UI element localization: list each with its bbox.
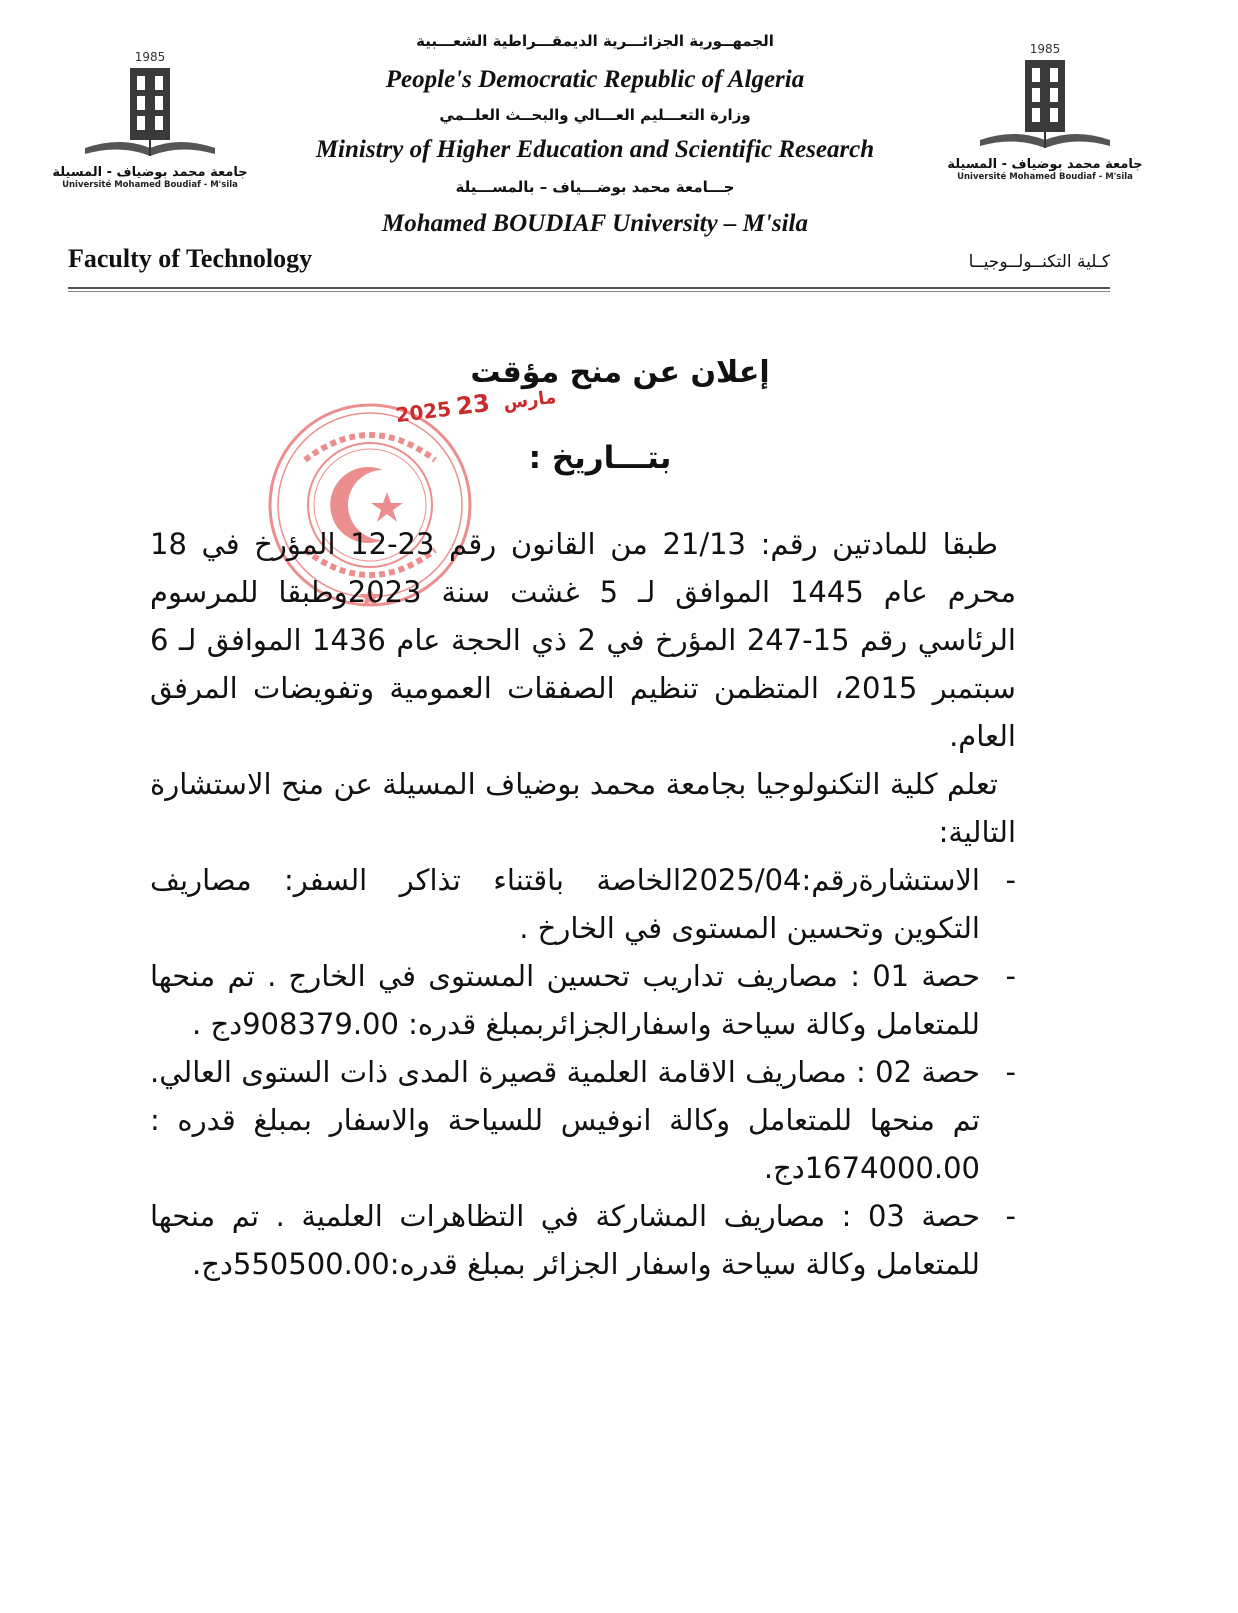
list-bullet: - bbox=[1005, 863, 1016, 897]
header-divider bbox=[68, 287, 1110, 289]
logo-year: 1985 bbox=[134, 50, 166, 64]
university-name-ar: جـــامعة محمد بوضـــياف – بالمســـيلة bbox=[455, 178, 735, 196]
university-logo-left bbox=[50, 50, 250, 190]
date-stamp-day: 23 bbox=[454, 388, 492, 421]
consultation-list bbox=[150, 856, 1016, 1288]
header-divider-thin bbox=[68, 291, 1110, 292]
logo-name-fr: Université Mohamed Boudiaf - M'sila bbox=[62, 180, 238, 190]
list-bullet: - bbox=[1005, 1199, 1016, 1233]
logo-name-ar: جامعة محمد بوضياف - المسيلة bbox=[52, 165, 248, 180]
document-body bbox=[150, 520, 1016, 1288]
list-item bbox=[150, 952, 1016, 1048]
list-item bbox=[150, 856, 1016, 952]
document-title: إعلان عن منح مؤقت bbox=[470, 355, 770, 390]
faculty-name-en: Faculty of Technology bbox=[68, 244, 313, 273]
university-building-icon bbox=[75, 66, 225, 161]
list-item bbox=[150, 1048, 1016, 1192]
list-item-text: حصة 02 : مصاريف الاقامة العلمية قصيرة المدى ذات الستوى العالي. تم منحها للمتعامل وكالة انوفيس للسياحة والاسفار بمبلغ قدره : 1674000.00دج. bbox=[150, 1055, 980, 1185]
university-building-icon bbox=[970, 58, 1120, 153]
republic-name-ar: الجمهــورية الجزائـــرية الديمقـــراطية الشعـــبية bbox=[416, 32, 774, 50]
ministry-name-ar: وزارة التعـــليم العـــالي والبحــث العلــمي bbox=[439, 106, 751, 124]
date-stamp-year: 2025 bbox=[394, 396, 453, 428]
logo-name-ar: جامعة محمد بوضياف - المسيلة bbox=[947, 157, 1143, 172]
ministry-name-en: Ministry of Higher Education and Scientific Research bbox=[315, 136, 875, 163]
republic-name-en: People's Democratic Republic of Algeria bbox=[385, 66, 805, 93]
logo-year: 1985 bbox=[1029, 42, 1061, 56]
date-stamp-month: مارس bbox=[502, 386, 558, 415]
list-item-text: الاستشارةرقم:2025/04الخاصة باقتناء تذاكر السفر: مصاريف التكوين وتحسين المستوى في الخارخ . bbox=[150, 863, 980, 945]
list-bullet: - bbox=[1005, 1055, 1016, 1089]
logo-name-fr: Université Mohamed Boudiaf - M'sila bbox=[957, 172, 1133, 182]
list-item bbox=[150, 1192, 1016, 1288]
list-bullet: - bbox=[1005, 959, 1016, 993]
list-item-text: حصة 03 : مصاريف المشاركة في التظاهرات العلمية . تم منحها للمتعامل وكالة سياحة واسفار الجزائر بمبلغ قدره:550500.00دج. bbox=[150, 1199, 981, 1281]
date-label: بتـــاريخ : bbox=[528, 440, 672, 476]
university-logo-right bbox=[945, 42, 1145, 182]
legal-basis-paragraph: طبقا للمادتين رقم: 21/13 من القانون رقم 23-12 المؤرخ في 18 محرم عام 1445 الموافق لـ 5 غشت سنة 2023وطبقا للمرسوم الرئاسي رقم 15-247 المؤرخ في 2 ذي الحجة عام 1436 الموافق لـ 6 سبتمبر 2015، المتظمن تنظيم الصفقات العمومية وتفويضات المرفق العام. bbox=[150, 527, 1017, 753]
announcement-paragraph: تعلم كلية التكنولوجيا بجامعة محمد بوضياف المسيلة عن منح الاستشارة التالية: bbox=[150, 767, 1016, 849]
list-item-text: حصة 01 : مصاريف تداريب تحسين المستوى في الخارج . تم منحها للمتعامل وكالة سياحة واسفارالجزائربمبلغ قدره: 908379.00دج . bbox=[150, 959, 981, 1041]
faculty-name-ar: كـلية التكنــولــوجيــا bbox=[968, 252, 1110, 272]
university-name-en: Mohamed BOUDIAF University – M'sila bbox=[382, 210, 808, 237]
